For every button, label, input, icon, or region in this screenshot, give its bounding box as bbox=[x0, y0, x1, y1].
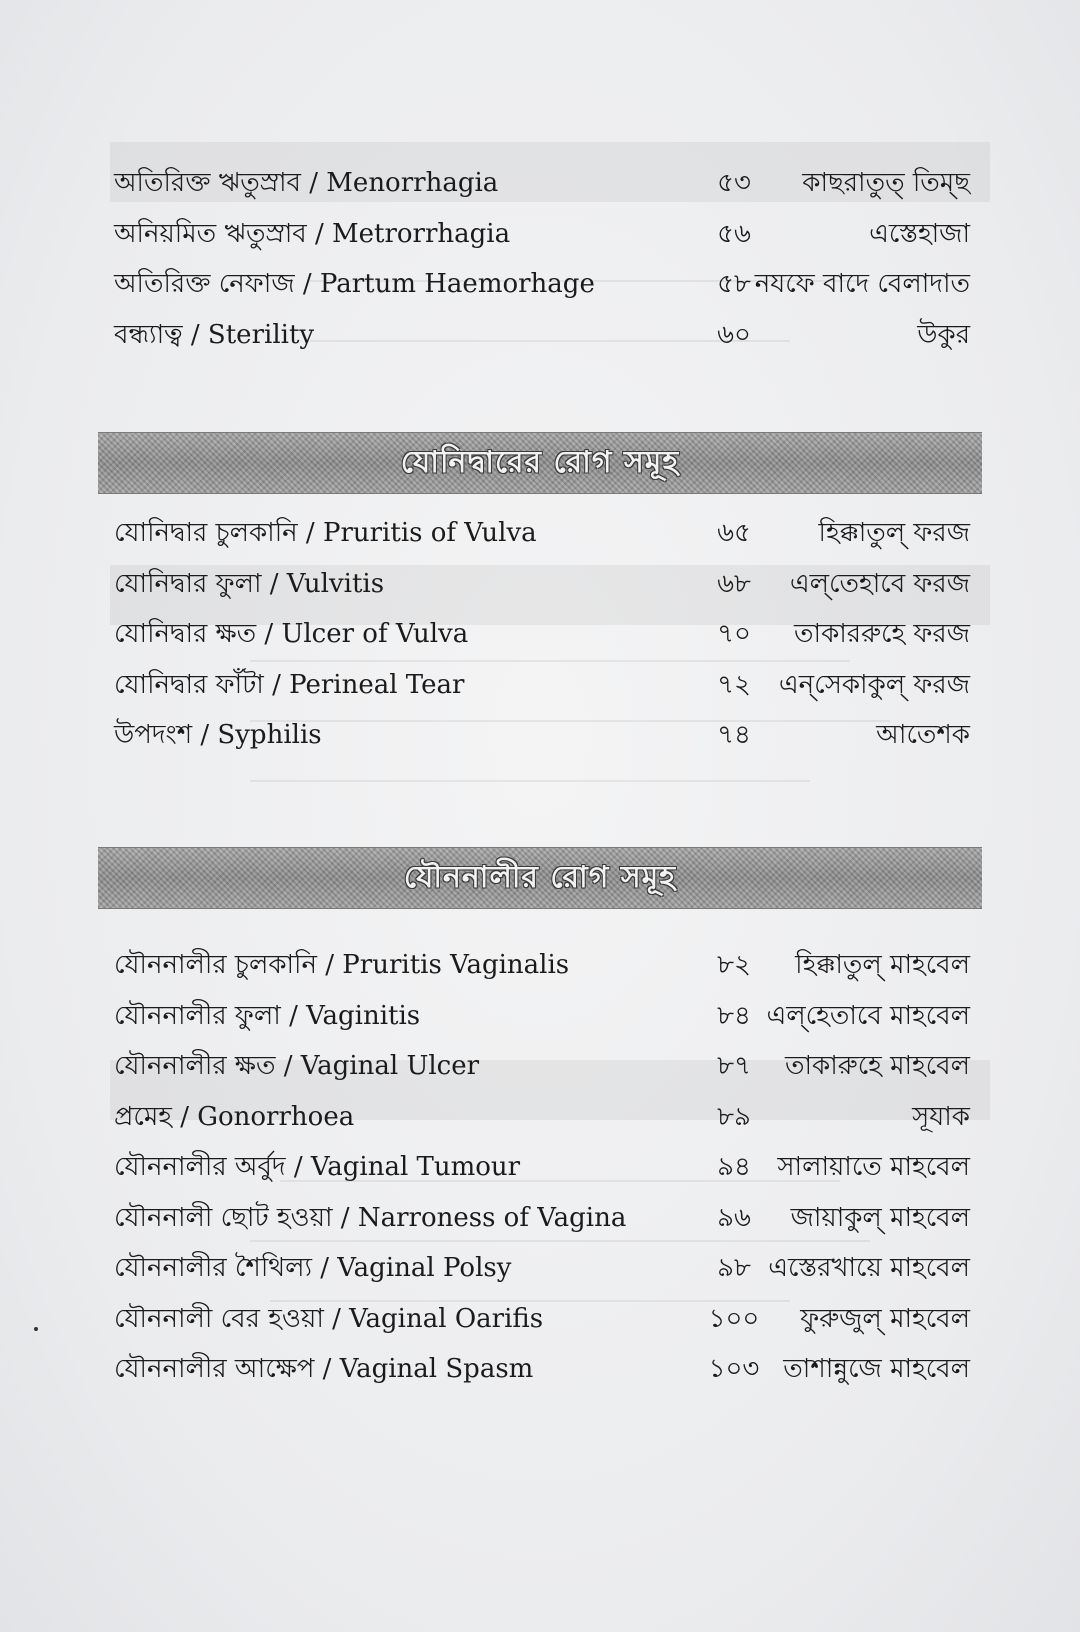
unani-term: এল্‌হেতাবে মাহবেল bbox=[766, 1000, 970, 1031]
disease-name: যৌননালীর অর্বুদ / Vaginal Tumour bbox=[114, 1152, 521, 1182]
unani-term: সালায়াতে মাহবেল bbox=[777, 1152, 970, 1182]
page-number: ৭২ bbox=[717, 669, 751, 700]
page-number: ৮৯ bbox=[717, 1101, 751, 1132]
list-item bbox=[110, 259, 970, 310]
disease-name: যৌননালীর চুলকানি / Pruritis Vaginalis bbox=[114, 950, 570, 980]
list-item bbox=[110, 1142, 970, 1193]
unani-term: এল্‌তেহাবে ফরজ bbox=[789, 568, 970, 599]
page-number: ৮৪ bbox=[717, 1000, 751, 1031]
page-number: ৫৬ bbox=[717, 218, 751, 249]
page-number: ৯৪ bbox=[717, 1152, 751, 1182]
disease-name: যৌননালী ছোট হওয়া / Narroness of Vagina bbox=[114, 1202, 627, 1233]
unani-term: এস্তেহাজা bbox=[869, 218, 970, 249]
unani-term: হিক্কাতুল্ মাহবেল bbox=[795, 950, 970, 980]
list-item bbox=[110, 609, 970, 660]
page-number: ৯৬ bbox=[717, 1202, 751, 1233]
disease-name: যৌননালীর ফুলা / Vaginitis bbox=[114, 1000, 421, 1031]
page-number: ৫৩ bbox=[717, 168, 751, 198]
unani-term: আতেশক bbox=[876, 720, 970, 750]
page-number: ৬৫ bbox=[717, 518, 751, 548]
disease-name: যোনিদ্বার ফুলা / Vulvitis bbox=[114, 568, 385, 599]
disease-name: অতিরিক্ত নেফাজ / Partum Haemorhage bbox=[114, 269, 595, 299]
list-item bbox=[110, 209, 970, 260]
page-number: ১০০ bbox=[708, 1303, 760, 1334]
unani-term: জায়াকুল্ মাহবেল bbox=[790, 1202, 970, 1233]
unani-term: উকুর bbox=[917, 319, 970, 350]
unani-term: সূযাক bbox=[912, 1101, 970, 1132]
section-heading-vagina: যৌননালীর রোগ সমূহ bbox=[98, 847, 982, 909]
list-item bbox=[110, 710, 970, 761]
page-number: ৬০ bbox=[717, 319, 751, 350]
list-item bbox=[110, 1193, 970, 1244]
list-item bbox=[110, 508, 970, 559]
list-item bbox=[110, 559, 970, 610]
disease-name: বন্ধ্যাত্ব / Sterility bbox=[114, 319, 315, 350]
page-number: ৮২ bbox=[717, 950, 751, 980]
print-speck bbox=[34, 1327, 38, 1331]
list-item bbox=[110, 1294, 970, 1345]
disease-name: যৌননালীর শৈথিল্য / Vaginal Polsy bbox=[114, 1253, 512, 1283]
disease-name: যৌননালী বের হওয়া / Vaginal Oarifis bbox=[114, 1303, 544, 1334]
page-number: ৮৭ bbox=[717, 1051, 751, 1081]
disease-name: অতিরিক্ত ঋতুস্রাব / Menorrhagia bbox=[114, 168, 499, 198]
page-number: ৬৮ bbox=[717, 568, 751, 599]
page-number: ৫৮ bbox=[717, 269, 751, 299]
page-number: ৯৮ bbox=[717, 1253, 751, 1283]
unani-term: তাশান্নুজে মাহবেল bbox=[783, 1354, 970, 1384]
list-item bbox=[110, 1041, 970, 1092]
disease-name: যৌননালীর ক্ষত / Vaginal Ulcer bbox=[114, 1051, 480, 1081]
list-item bbox=[110, 1092, 970, 1143]
disease-name: উপদংশ / Syphilis bbox=[114, 720, 322, 750]
unani-term: তাকারুহে মাহবেল bbox=[784, 1051, 970, 1081]
unani-term: নযফে বাদে বেলাদাত bbox=[754, 269, 970, 299]
disease-name: অনিয়মিত ঋতুস্রাব / Metrorrhagia bbox=[114, 218, 511, 249]
unani-term: ফুরুজুল্ মাহবেল bbox=[800, 1303, 970, 1334]
disease-name: যোনিদ্বার ফাঁটা / Perineal Tear bbox=[114, 669, 465, 700]
list-item bbox=[110, 1344, 970, 1395]
list-item bbox=[110, 158, 970, 209]
disease-name: যোনিদ্বার চুলকানি / Pruritis of Vulva bbox=[114, 518, 537, 548]
unani-term: হিক্কাতুল্ ফরজ bbox=[818, 518, 970, 548]
disease-name: যৌননালীর আক্ষেপ / Vaginal Spasm bbox=[114, 1354, 534, 1384]
disease-name: প্রমেহ / Gonorrhoea bbox=[114, 1101, 355, 1132]
list-item bbox=[110, 1243, 970, 1294]
disease-list-menstrual bbox=[110, 158, 970, 360]
unani-term: তাকাররুহে ফরজ bbox=[794, 619, 970, 649]
disease-name: যোনিদ্বার ক্ষত / Ulcer of Vulva bbox=[114, 619, 469, 649]
section-heading-vulva: যোনিদ্বারের রোগ সমূহ bbox=[98, 432, 982, 494]
disease-list-vagina bbox=[110, 940, 970, 1395]
unani-term: কাছরাতুত্ তিম্‌ছ bbox=[802, 168, 970, 198]
unani-term: এস্তেরখায়ে মাহবেল bbox=[768, 1253, 970, 1283]
disease-list-vulva bbox=[110, 508, 970, 761]
page-number: ৭৪ bbox=[717, 720, 751, 750]
page-number: ১০৩ bbox=[708, 1354, 760, 1384]
list-item bbox=[110, 991, 970, 1042]
list-item bbox=[110, 310, 970, 361]
list-item bbox=[110, 940, 970, 991]
unani-term: এন্‌সেকাকুল্ ফরজ bbox=[778, 669, 970, 700]
page-number: ৭০ bbox=[717, 619, 751, 649]
list-item bbox=[110, 660, 970, 711]
